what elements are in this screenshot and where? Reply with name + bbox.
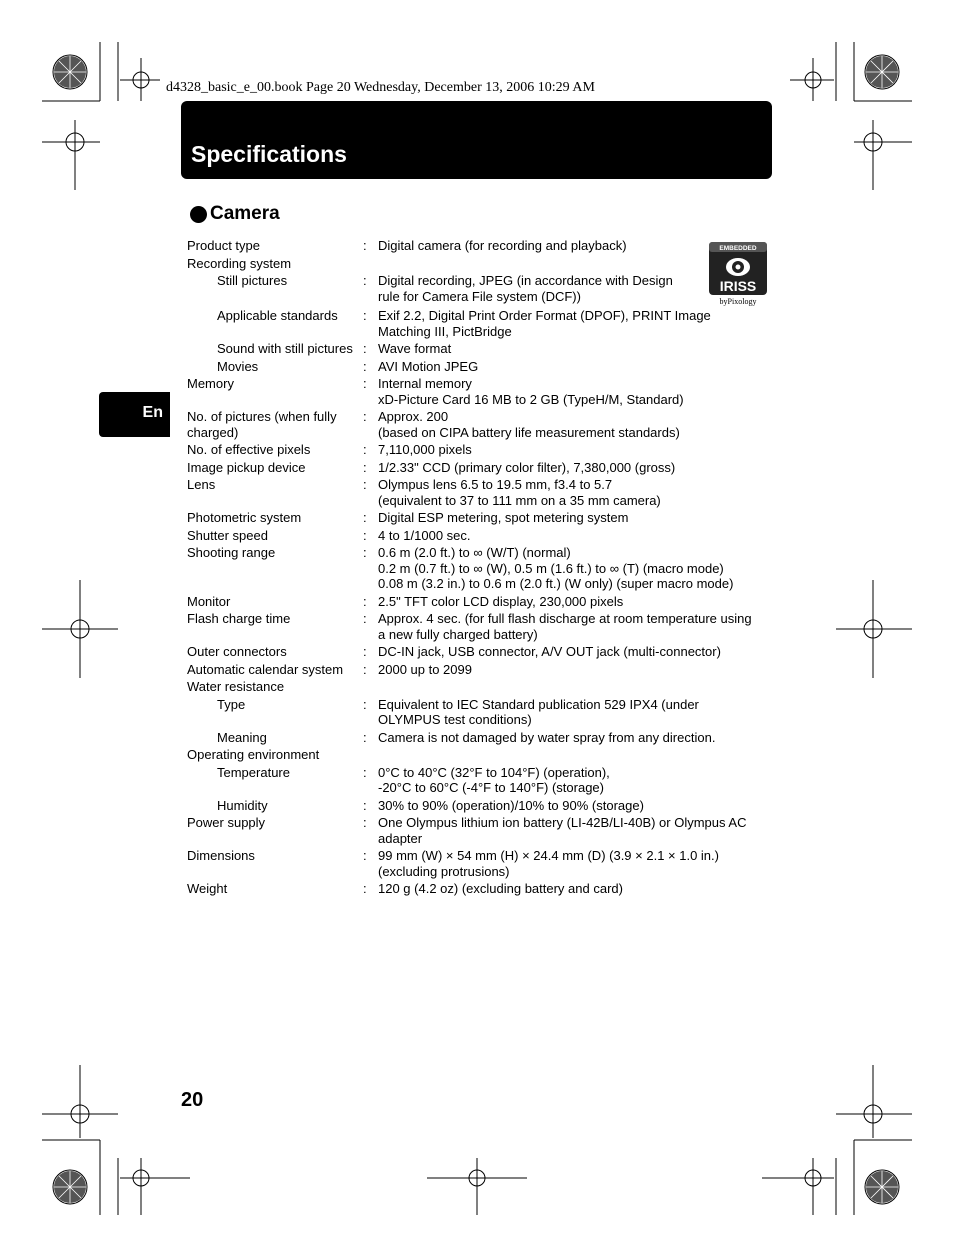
spec-colon: : [363, 815, 367, 830]
spec-label: Sound with still pictures [217, 341, 353, 356]
spec-colon: : [363, 358, 367, 374]
spec-colon: : [363, 376, 367, 391]
spec-label: Photometric system [187, 510, 302, 525]
spec-value-line: adapter [378, 830, 423, 846]
spec-label: Memory [187, 376, 234, 391]
spec-value-line: (based on CIPA battery life measurement standards) [378, 424, 680, 440]
spec-label: Outer connectors [187, 644, 287, 659]
spec-colon: : [363, 409, 367, 424]
spec-value [378, 409, 777, 440]
spec-label: Image pickup device [187, 459, 306, 475]
spec-value [378, 798, 777, 814]
spec-row [187, 679, 777, 695]
spec-row [187, 697, 777, 728]
spec-value-line: Camera is not damaged by water spray from any direction. [378, 729, 716, 745]
spec-value-line: 99 mm (W) × 54 mm (H) × 24.4 mm (D) (3.9 × 2.1 × 1.0 in.) [378, 848, 719, 863]
spec-value-line: DC-IN jack, USB connector, A/V OUT jack (multi-connector) [378, 644, 721, 659]
spec-colon: : [363, 477, 367, 492]
spec-value [378, 376, 777, 407]
file-header: d4328_basic_e_00.book Page 20 Wednesday, December 13, 2006 10:29 AM [166, 80, 595, 95]
spec-value [378, 662, 777, 678]
spec-label: Recording system [187, 255, 292, 271]
spec-row [187, 594, 777, 610]
spec-row [187, 256, 777, 272]
spec-value-line: a new fully charged battery) [378, 626, 538, 642]
spec-colon: : [363, 238, 367, 253]
spec-value-line: 30% to 90% (operation)/10% to 90% (storage) [378, 797, 644, 813]
spec-colon: : [363, 527, 367, 543]
spec-value [378, 256, 777, 272]
spec-colon: : [363, 611, 367, 626]
spec-label: Monitor [187, 593, 231, 609]
spec-value-line: (equivalent to 37 to 111 mm on a 35 mm camera) [378, 492, 661, 508]
spec-colon: : [363, 729, 367, 745]
spec-row [187, 359, 777, 375]
spec-value [378, 848, 777, 879]
spec-label: No. of effective pixels [187, 442, 311, 457]
spec-value [378, 477, 777, 508]
spec-value [378, 341, 777, 357]
spec-row [187, 798, 777, 814]
spec-value-line: Exif 2.2, Digital Print Order Format (DPOF), PRINT Image [378, 308, 711, 323]
spec-value-line: Equivalent to IEC Standard publication 529 IPX4 (under [378, 696, 699, 712]
spec-row [187, 409, 777, 440]
spec-row [187, 815, 777, 846]
language-tab-label: En [142, 404, 163, 421]
spec-label: Lens [187, 477, 216, 492]
spec-value [378, 765, 777, 796]
spec-row [187, 510, 777, 526]
spec-value-line: Matching III, PictBridge [378, 323, 512, 339]
spec-label: Dimensions [187, 848, 255, 863]
spec-value-line: 2.5" TFT color LCD display, 230,000 pixels [378, 593, 624, 609]
spec-row [187, 308, 777, 339]
spec-colon: : [363, 273, 367, 288]
spec-row [187, 881, 777, 897]
spec-label: Temperature [217, 764, 290, 780]
spec-row [187, 442, 777, 458]
spec-value [378, 528, 777, 544]
spec-colon: : [363, 442, 367, 457]
spec-value [378, 730, 777, 746]
spec-label: Movies [217, 358, 259, 374]
spec-label: Shutter speed [187, 527, 268, 543]
logo-by-text: byPixology [719, 297, 757, 306]
spec-value-line: OLYMPUS test conditions) [378, 712, 532, 727]
spec-label: Weight [187, 881, 228, 896]
spec-row [187, 341, 777, 357]
spec-value [378, 679, 777, 695]
spec-colon: : [363, 848, 367, 863]
spec-value-line: 0.6 m (2.0 ft.) to ∞ (W/T) (normal) [378, 545, 571, 560]
spec-row [187, 765, 777, 796]
spec-value-line: rule for Camera File system (DCF)) [378, 288, 581, 304]
spec-value [378, 697, 777, 728]
spec-value-line: Internal memory [378, 376, 472, 391]
spec-value [378, 510, 777, 526]
spec-value-line: xD-Picture Card 16 MB to 2 GB (TypeH/M, Standard) [378, 391, 684, 407]
spec-label: Shooting range [187, 545, 276, 560]
spec-label: Humidity [217, 797, 268, 813]
logo-main-text: IRISS [719, 278, 757, 294]
spec-value [378, 238, 777, 254]
spec-row [187, 747, 777, 763]
spec-label: Water resistance [187, 679, 285, 694]
spec-colon: : [363, 510, 367, 525]
logo-embedded-text: EMBEDDED [719, 245, 757, 252]
spec-value-line: -20°C to 60°C (-4°F to 140°F) (storage) [378, 780, 604, 795]
spec-value-line: Olympus lens 6.5 to 19.5 mm, f3.4 to 5.7 [378, 477, 613, 492]
spec-label: Applicable standards [217, 308, 338, 323]
spec-value-line: Wave format [378, 341, 452, 356]
spec-value-line: 0°C to 40°C (32°F to 104°F) (operation), [378, 764, 610, 780]
spec-colon: : [363, 593, 367, 609]
section-title: Camera [210, 203, 280, 224]
spec-value [378, 815, 777, 846]
spec-value-line: 120 g (4.2 oz) (excluding battery and card) [378, 881, 623, 896]
spec-value-line: Approx. 200 [378, 409, 449, 424]
spec-row [187, 644, 777, 660]
spec-value [378, 545, 777, 592]
spec-row [187, 611, 777, 642]
spec-value-line: 0.2 m (0.7 ft.) to ∞ (W), 0.5 m (1.6 ft.) to ∞ (T) (macro mode) [378, 560, 724, 576]
section-heading [190, 203, 280, 225]
spec-row [187, 376, 777, 407]
spec-colon: : [363, 797, 367, 813]
spec-value [378, 644, 777, 660]
spec-colon: : [363, 308, 367, 323]
spec-label: No. of pictures (when fully charged) [187, 409, 337, 440]
spec-colon: : [363, 764, 367, 780]
spec-colon: : [363, 661, 367, 677]
spec-table [187, 238, 777, 899]
spec-row [187, 238, 777, 254]
spec-label: Automatic calendar system [187, 661, 344, 677]
spec-label: Type [217, 696, 246, 712]
spec-value [378, 747, 777, 763]
spec-row [187, 730, 777, 746]
spec-value-line: One Olympus lithium ion battery (LI-42B/LI-40B) or Olympus AC [378, 815, 747, 830]
spec-colon: : [363, 644, 367, 659]
spec-colon: : [363, 459, 367, 475]
spec-colon: : [363, 696, 367, 712]
spec-colon: : [363, 341, 367, 356]
spec-value-line: Digital camera (for recording and playback) [378, 238, 627, 253]
spec-label: Flash charge time [187, 611, 291, 626]
spec-value [378, 460, 777, 476]
spec-label: Meaning [217, 729, 267, 745]
spec-value-line: 0.08 m (3.2 in.) to 0.6 m (2.0 ft.) (W only) (super macro mode) [378, 576, 734, 591]
page-title: Specifications [191, 141, 347, 167]
spec-value [378, 273, 777, 304]
spec-value-line: (excluding protrusions) [378, 863, 510, 879]
title-bar [181, 101, 772, 179]
spec-label: Operating environment [187, 747, 320, 762]
spec-value-line: 1/2.33" CCD (primary color filter), 7,380,000 (gross) [378, 459, 676, 475]
spec-row [187, 545, 777, 592]
spec-row [187, 662, 777, 678]
spec-value-line: 2000 up to 2099 [378, 661, 472, 677]
spec-value [378, 442, 777, 458]
bullet-icon [190, 206, 207, 223]
spec-value [378, 359, 777, 375]
spec-value-line: 7,110,000 pixels [378, 442, 472, 457]
spec-colon: : [363, 881, 367, 896]
spec-value [378, 611, 777, 642]
spec-colon: : [363, 545, 367, 560]
page-number: 20 [181, 1089, 204, 1111]
spec-label: Still pictures [217, 273, 288, 288]
spec-value [378, 308, 777, 339]
spec-value-line: Digital recording, JPEG (in accordance with Design [378, 273, 673, 288]
spec-value-line: Digital ESP metering, spot metering system [378, 510, 629, 525]
spec-value [378, 594, 777, 610]
spec-label: Product type [187, 238, 260, 253]
spec-value [378, 881, 777, 897]
spec-label: Power supply [187, 815, 266, 830]
spec-row [187, 848, 777, 879]
spec-row [187, 273, 777, 304]
spec-row [187, 528, 777, 544]
spec-value-line: 4 to 1/1000 sec. [378, 527, 471, 543]
spec-row [187, 477, 777, 508]
language-tab [99, 392, 170, 437]
spec-value-line: Approx. 4 sec. (for full flash discharge at room temperature using [378, 611, 752, 626]
spec-row [187, 460, 777, 476]
spec-value-line: AVI Motion JPEG [378, 358, 479, 374]
